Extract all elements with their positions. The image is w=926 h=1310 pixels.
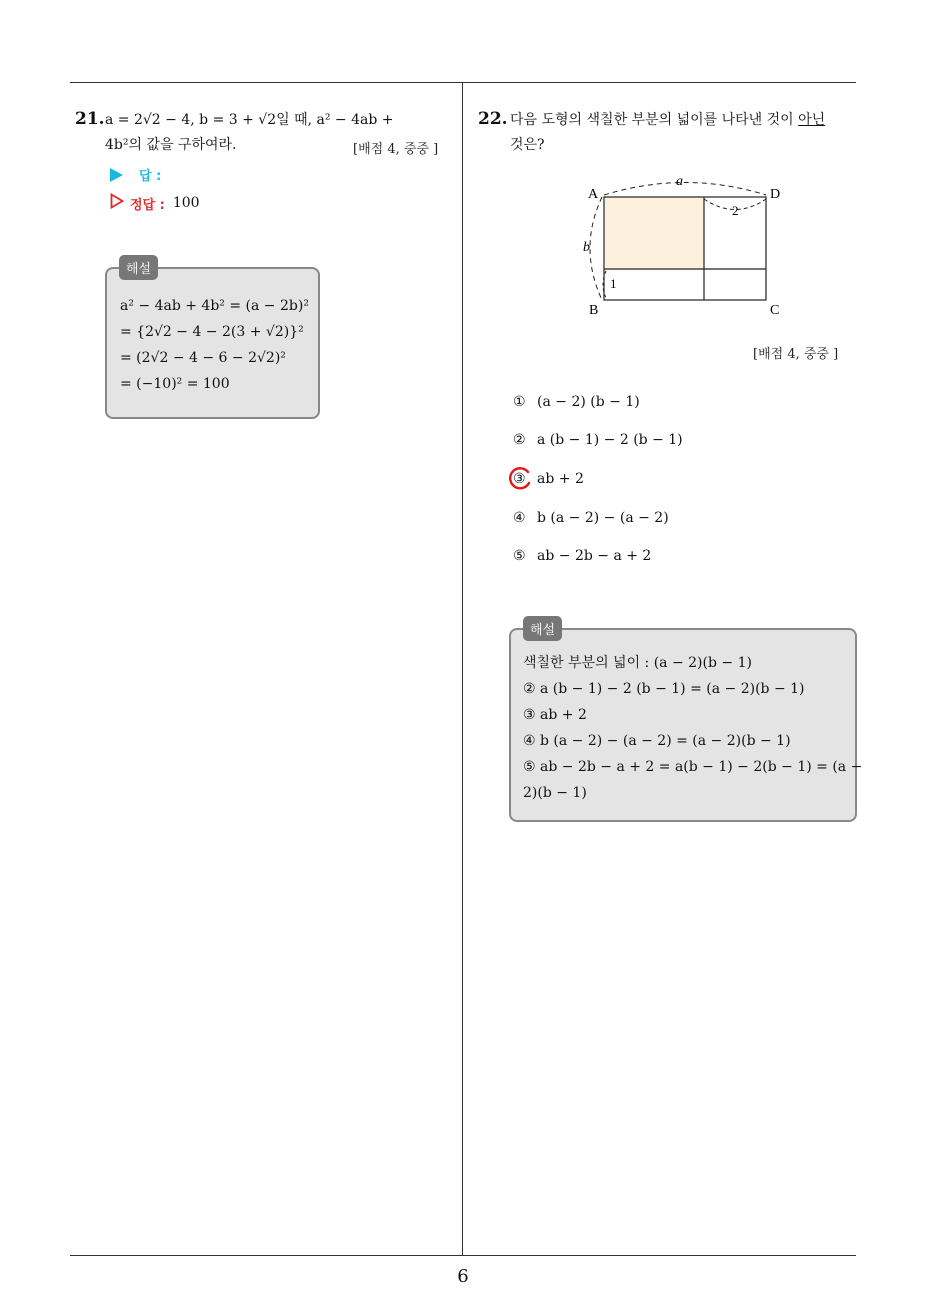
q21-explanation-tag: 해설 (119, 255, 158, 280)
bottom-rule (70, 1255, 856, 1256)
q22-text-line1-content: 다음 도형의 색칠한 부분의 넓이를 나타낸 것이 아닌 (510, 112, 826, 128)
q21-explanation-box (105, 262, 320, 419)
shaded-region (605, 197, 704, 269)
choice-5-text: ab − 2b − a + 2 (537, 548, 652, 564)
q21-correct-label: 정답 : (130, 197, 165, 213)
choice-1[interactable] (513, 394, 640, 410)
q21-text-line1: a = 2√2 − 4, b = 3 + √2일 때, a² − 4ab + (105, 112, 394, 128)
q22-explanation-tag: 해설 (523, 616, 562, 641)
label-one: 1 (610, 276, 617, 291)
label-D: D (770, 187, 781, 202)
play-triangle-icon (110, 168, 123, 182)
choice-4-number: ④ (513, 510, 526, 526)
label-b: b (583, 240, 590, 255)
label-B: B (589, 303, 599, 318)
q22-text-line1 (510, 108, 825, 133)
brace-a (604, 183, 766, 196)
q22-number: 22. (478, 109, 508, 129)
q21-explanation-line: = (−10)² = 100 (120, 376, 230, 392)
q21-number: 21. (75, 109, 105, 129)
q21-explanation-line: = (2√2 − 4 − 6 − 2√2)² (120, 350, 286, 366)
label-a: a (676, 174, 683, 189)
q21-answer-label: 답 : (139, 169, 162, 184)
q22-explanation-line: ③ ab + 2 (523, 707, 587, 723)
q21-correct-value: 100 (172, 195, 200, 211)
choice-2[interactable] (513, 432, 683, 448)
brace-b (590, 197, 602, 300)
label-C: C (770, 303, 780, 318)
q21-explanation-line: = {2√2 − 4 − 2(3 + √2)}² (120, 324, 304, 340)
label-A: A (588, 187, 599, 202)
q22-score: [배점 4, 중중 ] (753, 347, 839, 362)
q22-explanation-line: ② a (b − 1) − 2 (b − 1) = (a − 2)(b − 1) (523, 681, 805, 697)
column-divider (462, 82, 463, 1256)
choice-5[interactable] (513, 548, 651, 564)
choice-1-text: (a − 2) (b − 1) (537, 394, 640, 410)
selected-answer-circle-icon (508, 466, 532, 490)
choice-2-text: a (b − 1) − 2 (b − 1) (537, 432, 683, 448)
choice-2-number: ② (513, 432, 526, 448)
choice-5-number: ⑤ (513, 548, 526, 564)
outline-triangle-icon (110, 193, 124, 213)
q22-explanation-line: ④ b (a − 2) − (a − 2) = (a − 2)(b − 1) (523, 733, 791, 749)
choice-4[interactable] (513, 510, 669, 526)
top-rule (70, 82, 856, 83)
page-number: 6 (457, 1266, 469, 1287)
q21-answer-row (110, 165, 169, 184)
q22-explanation-box (509, 623, 863, 822)
q22-explanation-line: 색칠한 부분의 넓이 : (a − 2)(b − 1) (523, 655, 752, 671)
q21-text-line2: 4b²의 값을 구하여라. (105, 137, 237, 153)
q21-correct-row (110, 193, 200, 213)
q21-explanation-lines (120, 293, 309, 397)
label-two: 2 (732, 203, 739, 218)
q21-score: [배점 4, 중중 ] (353, 142, 439, 157)
choice-3-text: ab + 2 (537, 471, 584, 487)
rectangle-diagram (580, 170, 800, 320)
q22-explanation-lines (523, 650, 862, 806)
q22-text-line2: 것은? (510, 137, 545, 153)
choice-3-number: ③ (513, 471, 526, 487)
q22-explanation-line: 2)(b − 1) (523, 785, 587, 801)
q21-explanation-line: a² − 4ab + 4b² = (a − 2b)² (120, 298, 309, 314)
q22-underlined-word: 아닌 (798, 112, 826, 128)
choice-1-number: ① (513, 394, 526, 410)
q22-explanation-line: ⑤ ab − 2b − a + 2 = a(b − 1) − 2(b − 1) = (a − (523, 759, 863, 775)
choice-4-text: b (a − 2) − (a − 2) (537, 510, 669, 526)
